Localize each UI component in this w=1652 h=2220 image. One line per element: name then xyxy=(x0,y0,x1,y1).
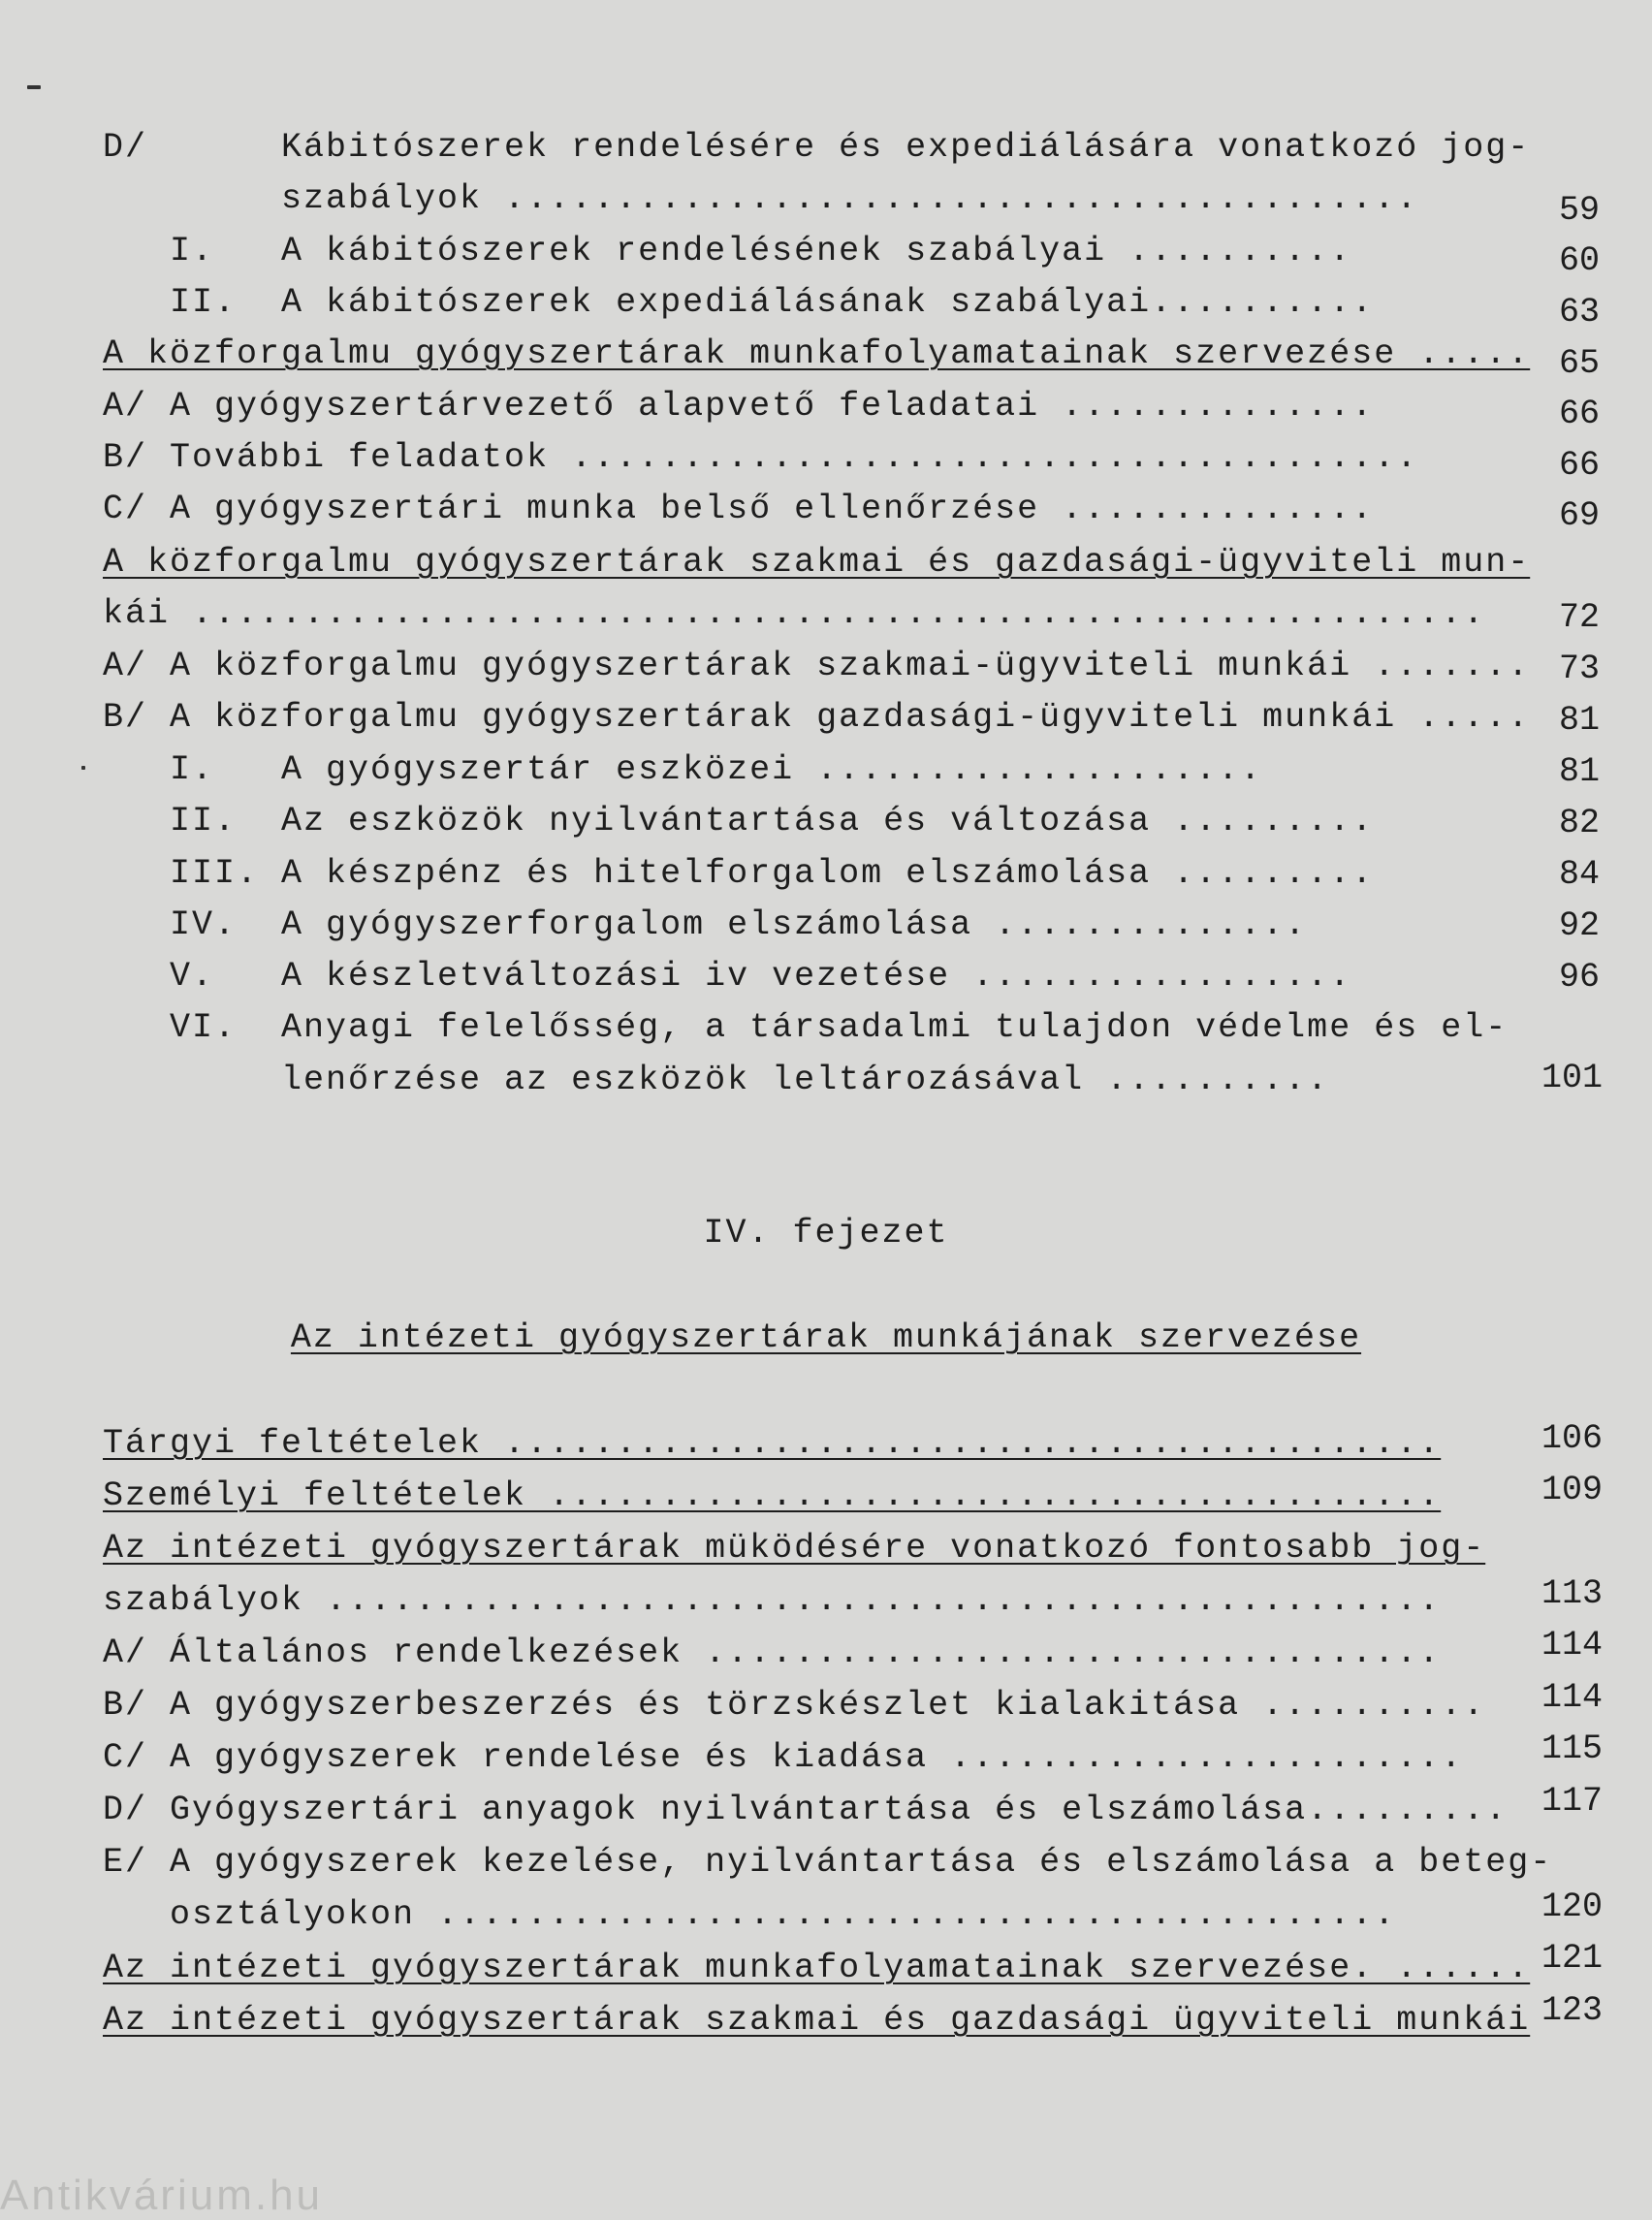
ink-speck xyxy=(27,85,41,89)
watermark: Antikvárium.hu xyxy=(0,2172,324,2219)
page-number: 73 xyxy=(1558,650,1600,688)
page-number: 114 xyxy=(1541,1626,1604,1665)
toc-line-szabalyok-intezeti: szabályok .................................................. xyxy=(103,1581,1442,1620)
toc-line-rendeles-kiadas: C/ A gyógyszerek rendelése és kiadása ....................... xyxy=(103,1738,1464,1777)
page-number: 96 xyxy=(1558,958,1600,997)
toc-line-nyilvantartas: II. Az eszközök nyilvántartása és változása ......... xyxy=(103,802,1375,840)
toc-heading-munkafolyamatok: A közforgalmu gyógyszertárak munkafolyamatainak szervezése ..... xyxy=(103,334,1531,373)
page-number: 65 xyxy=(1558,344,1600,383)
toc-line-keszletvaltozas: V. A készletváltozási iv vezetése ................. xyxy=(103,957,1352,996)
toc-heading-targyi: Tárgyi feltételek .......................................... xyxy=(103,1424,1442,1463)
toc-line-gazdasagi-ugyviteli: B/ A közforgalmu gyógyszertárak gazdasági-ügyviteli munkái ..... xyxy=(103,698,1531,737)
toc-line-szakmai-ugyviteli: A/ A közforgalmu gyógyszertárak szakmai-ügyviteli munkái ....... xyxy=(103,647,1531,685)
toc-heading-szemelyi: Személyi feltételek ........................................ xyxy=(103,1476,1442,1515)
toc-heading-intezeti-ugyviteli: Az intézeti gyógyszertárak szakmai és gazdasági ügyviteli munkái xyxy=(103,2001,1531,2040)
page-number: 120 xyxy=(1541,1887,1604,1926)
page-number: 101 xyxy=(1541,1059,1604,1097)
toc-line-vezeto-feladatai: A/ A gyógyszertárvezető alapvető feladatai .............. xyxy=(103,387,1375,426)
toc-line-gyogyszerforgalom: IV. A gyógyszerforgalom elszámolása .............. xyxy=(103,905,1308,944)
toc-line-altalanos: A/ Általános rendelkezések ................................. xyxy=(103,1633,1442,1672)
page-number: 81 xyxy=(1558,701,1600,740)
page-number: 117 xyxy=(1541,1782,1604,1821)
toc-line-tovabbi-feladatok: B/ További feladatok ...................................... xyxy=(103,438,1419,477)
toc-line-szabalyok: szabályok ......................................... xyxy=(103,179,1419,218)
chapter-heading: IV. fejezet xyxy=(703,1214,949,1253)
toc-line-anyagok-nyilvantartasa: D/ Gyógyszertári anyagok nyilvántartása és elszámolása......... xyxy=(103,1791,1509,1829)
toc-heading-szakmai-gazdasagi: A közforgalmu gyógyszertárak szakmai és gazdasági-ügyviteli mun- xyxy=(103,543,1531,582)
page-number: 66 xyxy=(1558,395,1600,433)
page-number: 115 xyxy=(1541,1729,1604,1768)
page-number: 113 xyxy=(1541,1574,1604,1613)
page-number: 72 xyxy=(1558,598,1600,637)
toc-line-osztalyokon: osztályokon ........................................... xyxy=(103,1895,1397,1934)
toc-line-anyagi-felelosseg: VI. Anyagi felelősség, a társadalmi tulajdon védelme és el- xyxy=(103,1008,1509,1047)
toc-line-kabito-jogszabalyok: D/ Kábitószerek rendelésére és expediálására vonatkozó jog- xyxy=(103,128,1531,167)
toc-line-keszpenz: III. A készpénz és hitelforgalom elszámolása ......... xyxy=(103,854,1375,893)
toc-line-betegosztaly: E/ A gyógyszerek kezelése, nyilvántartása és elszámolása a beteg- xyxy=(103,1843,1553,1882)
toc-line-belso-ellenorzes: C/ A gyógyszertári munka belső ellenőrzése .............. xyxy=(103,490,1375,528)
ink-speck xyxy=(81,766,85,770)
page-number: 63 xyxy=(1558,293,1600,332)
page-number: 66 xyxy=(1558,446,1600,485)
chapter-title: Az intézeti gyógyszertárak munkájának szervezése xyxy=(290,1318,1362,1357)
page-number: 106 xyxy=(1541,1419,1604,1458)
toc-heading-intezeti-munkafolyamatok: Az intézeti gyógyszertárak munkafolyamatainak szervezése. ...... xyxy=(103,1949,1531,1987)
toc-line-leltarozas: lenőrzése az eszközök leltározásával .......... xyxy=(103,1061,1330,1099)
page-number: 69 xyxy=(1558,496,1600,535)
page-number: 82 xyxy=(1558,804,1600,842)
page-number: 121 xyxy=(1541,1939,1604,1978)
page-number: 114 xyxy=(1541,1678,1604,1717)
page-number: 109 xyxy=(1541,1471,1604,1509)
toc-line-kai: kái .......................................................... xyxy=(103,594,1486,633)
toc-line-beszerzes: B/ A gyógyszerbeszerzés és törzskészlet kialakitása .......... xyxy=(103,1686,1486,1725)
page-number: 81 xyxy=(1558,752,1600,791)
page-number: 60 xyxy=(1558,241,1600,280)
page-number: 123 xyxy=(1541,1991,1604,2030)
page-number: 59 xyxy=(1558,191,1600,230)
page-number: 84 xyxy=(1558,855,1600,894)
toc-line-kabito-rendeles: I. A kábitószerek rendelésének szabályai .......... xyxy=(103,232,1352,270)
page-number: 92 xyxy=(1558,906,1600,945)
toc-line-kabito-expedialas: II. A kábitószerek expediálásának szabályai.......... xyxy=(103,283,1375,322)
toc-heading-jogszabalyok: Az intézeti gyógyszertárak müködésére vonatkozó fontosabb jog- xyxy=(103,1529,1486,1568)
toc-line-eszkozei: I. A gyógyszertár eszközei .................... xyxy=(103,750,1263,789)
